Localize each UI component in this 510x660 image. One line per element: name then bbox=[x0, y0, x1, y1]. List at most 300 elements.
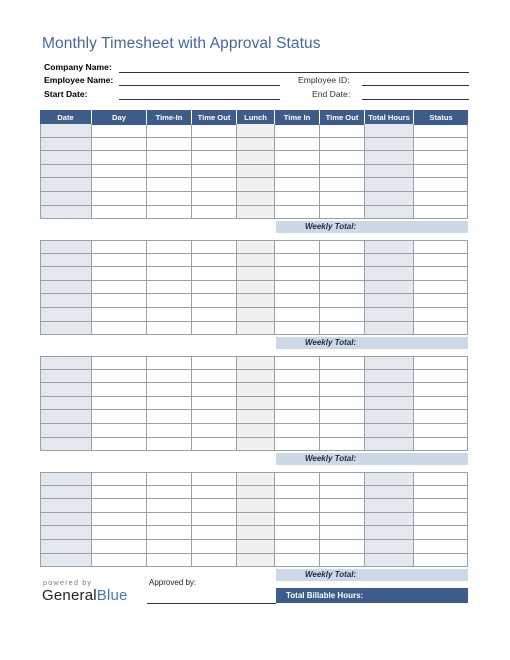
cell-time-out[interactable] bbox=[320, 397, 365, 411]
cell-total-hours[interactable] bbox=[365, 410, 414, 424]
cell-time-in[interactable] bbox=[147, 192, 192, 206]
cell-date[interactable] bbox=[40, 499, 92, 513]
cell-total-hours[interactable] bbox=[365, 438, 414, 452]
cell-time-out[interactable] bbox=[192, 254, 237, 268]
cell-time-out[interactable] bbox=[192, 240, 237, 254]
cell-time-out[interactable] bbox=[192, 397, 237, 411]
weekly-total: Weekly Total: bbox=[276, 221, 468, 233]
cell-total-hours[interactable] bbox=[365, 138, 414, 152]
cell-time-in[interactable] bbox=[147, 499, 192, 513]
cell-time-in[interactable] bbox=[275, 206, 320, 220]
cell-time-in[interactable] bbox=[147, 383, 192, 397]
cell-day[interactable] bbox=[92, 526, 147, 540]
cell-status[interactable] bbox=[414, 138, 468, 152]
cell-time-out[interactable] bbox=[320, 554, 365, 568]
cell-time-in[interactable] bbox=[147, 526, 192, 540]
cell-status[interactable] bbox=[414, 294, 468, 308]
cell-date[interactable] bbox=[40, 410, 92, 424]
cell-date[interactable] bbox=[40, 526, 92, 540]
cell-total-hours[interactable] bbox=[365, 308, 414, 322]
cell-time-out[interactable] bbox=[320, 240, 365, 254]
cell-time-out[interactable] bbox=[192, 206, 237, 220]
column-header-time-out: Time Out bbox=[192, 110, 237, 125]
table-row bbox=[40, 254, 468, 268]
table-row bbox=[40, 206, 468, 220]
cell-time-out[interactable] bbox=[192, 499, 237, 513]
cell-time-in[interactable] bbox=[275, 472, 320, 486]
cell-date[interactable] bbox=[40, 281, 92, 295]
cell-time-in[interactable] bbox=[147, 424, 192, 438]
cell-lunch[interactable] bbox=[237, 192, 275, 206]
cell-lunch[interactable] bbox=[237, 410, 275, 424]
cell-total-hours[interactable] bbox=[365, 254, 414, 268]
cell-time-in[interactable] bbox=[147, 138, 192, 152]
table-header bbox=[40, 110, 468, 125]
cell-time-out[interactable] bbox=[320, 138, 365, 152]
cell-total-hours[interactable] bbox=[365, 486, 414, 500]
brand-blue: Blue bbox=[96, 587, 128, 604]
cell-time-out[interactable] bbox=[320, 267, 365, 281]
cell-date[interactable] bbox=[40, 165, 92, 179]
column-header-total-hours: Total Hours bbox=[365, 110, 414, 125]
cell-status[interactable] bbox=[414, 486, 468, 500]
cell-lunch[interactable] bbox=[237, 165, 275, 179]
cell-time-out[interactable] bbox=[320, 124, 365, 138]
cell-lunch[interactable] bbox=[237, 254, 275, 268]
cell-day[interactable] bbox=[92, 383, 147, 397]
cell-time-out[interactable] bbox=[192, 486, 237, 500]
cell-time-in[interactable] bbox=[275, 438, 320, 452]
end-date-label: End Date: bbox=[312, 89, 351, 99]
cell-time-out[interactable] bbox=[192, 554, 237, 568]
end-date-line[interactable] bbox=[362, 99, 469, 100]
cell-time-out[interactable] bbox=[192, 540, 237, 554]
table-row bbox=[40, 397, 468, 411]
cell-day[interactable] bbox=[92, 472, 147, 486]
cell-status[interactable] bbox=[414, 397, 468, 411]
cell-time-in[interactable] bbox=[147, 486, 192, 500]
cell-time-out[interactable] bbox=[192, 322, 237, 336]
cell-time-out[interactable] bbox=[320, 486, 365, 500]
cell-lunch[interactable] bbox=[237, 486, 275, 500]
cell-time-in[interactable] bbox=[147, 370, 192, 384]
cell-time-out[interactable] bbox=[192, 424, 237, 438]
cell-time-in[interactable] bbox=[147, 165, 192, 179]
cell-time-out[interactable] bbox=[320, 178, 365, 192]
cell-date[interactable] bbox=[40, 192, 92, 206]
cell-time-in[interactable] bbox=[147, 472, 192, 486]
cell-day[interactable] bbox=[92, 267, 147, 281]
cell-time-out[interactable] bbox=[192, 308, 237, 322]
cell-time-out[interactable] bbox=[320, 410, 365, 424]
cell-time-out[interactable] bbox=[192, 138, 237, 152]
cell-date[interactable] bbox=[40, 151, 92, 165]
table-row bbox=[40, 383, 468, 397]
cell-lunch[interactable] bbox=[237, 267, 275, 281]
cell-time-in[interactable] bbox=[147, 294, 192, 308]
cell-time-in[interactable] bbox=[275, 178, 320, 192]
table-row bbox=[40, 151, 468, 165]
cell-day[interactable] bbox=[92, 151, 147, 165]
cell-day[interactable] bbox=[92, 240, 147, 254]
cell-day[interactable] bbox=[92, 356, 147, 370]
cell-status[interactable] bbox=[414, 472, 468, 486]
cell-date[interactable] bbox=[40, 472, 92, 486]
cell-day[interactable] bbox=[92, 178, 147, 192]
cell-time-in[interactable] bbox=[275, 486, 320, 500]
table-row bbox=[40, 513, 468, 527]
employee-name-label: Employee Name: bbox=[44, 75, 114, 85]
cell-time-out[interactable] bbox=[192, 267, 237, 281]
cell-lunch[interactable] bbox=[237, 281, 275, 295]
cell-time-in[interactable] bbox=[275, 267, 320, 281]
cell-status[interactable] bbox=[414, 322, 468, 336]
table-row bbox=[40, 438, 468, 452]
column-header-time-in: Time In bbox=[275, 110, 320, 125]
start-date-line[interactable] bbox=[119, 99, 280, 100]
cell-time-out[interactable] bbox=[320, 281, 365, 295]
cell-date[interactable] bbox=[40, 486, 92, 500]
cell-time-out[interactable] bbox=[320, 438, 365, 452]
cell-date[interactable] bbox=[40, 322, 92, 336]
cell-total-hours[interactable] bbox=[365, 165, 414, 179]
cell-time-out[interactable] bbox=[192, 472, 237, 486]
cell-total-hours[interactable] bbox=[365, 526, 414, 540]
cell-date[interactable] bbox=[40, 254, 92, 268]
cell-date[interactable] bbox=[40, 540, 92, 554]
cell-total-hours[interactable] bbox=[365, 370, 414, 384]
cell-status[interactable] bbox=[414, 356, 468, 370]
cell-time-in[interactable] bbox=[275, 499, 320, 513]
weekly-total: Weekly Total: bbox=[276, 453, 468, 465]
cell-day[interactable] bbox=[92, 397, 147, 411]
table-row bbox=[40, 308, 468, 322]
week-block bbox=[40, 472, 468, 567]
cell-date[interactable] bbox=[40, 383, 92, 397]
cell-status[interactable] bbox=[414, 424, 468, 438]
cell-time-in[interactable] bbox=[275, 308, 320, 322]
cell-time-in[interactable] bbox=[147, 513, 192, 527]
cell-time-out[interactable] bbox=[192, 438, 237, 452]
cell-time-out[interactable] bbox=[320, 294, 365, 308]
cell-time-in[interactable] bbox=[275, 513, 320, 527]
cell-time-in[interactable] bbox=[275, 322, 320, 336]
table-row bbox=[40, 540, 468, 554]
table-row bbox=[40, 267, 468, 281]
cell-date[interactable] bbox=[40, 267, 92, 281]
cell-time-out[interactable] bbox=[320, 151, 365, 165]
cell-time-out[interactable] bbox=[320, 540, 365, 554]
cell-status[interactable] bbox=[414, 526, 468, 540]
weekly-total: Weekly Total: bbox=[276, 337, 468, 349]
cell-time-out[interactable] bbox=[320, 424, 365, 438]
cell-date[interactable] bbox=[40, 206, 92, 220]
employee-id-line[interactable] bbox=[362, 85, 469, 86]
week-block bbox=[40, 240, 468, 335]
column-header-lunch: Lunch bbox=[237, 110, 275, 125]
cell-time-out[interactable] bbox=[192, 165, 237, 179]
cell-time-in[interactable] bbox=[147, 322, 192, 336]
cell-time-in[interactable] bbox=[147, 554, 192, 568]
cell-time-out[interactable] bbox=[320, 254, 365, 268]
cell-status[interactable] bbox=[414, 370, 468, 384]
week-block bbox=[40, 356, 468, 451]
cell-time-out[interactable] bbox=[192, 410, 237, 424]
cell-time-in[interactable] bbox=[147, 178, 192, 192]
cell-time-out[interactable] bbox=[192, 370, 237, 384]
cell-lunch[interactable] bbox=[237, 554, 275, 568]
cell-time-out[interactable] bbox=[192, 124, 237, 138]
cell-total-hours[interactable] bbox=[365, 424, 414, 438]
cell-time-in[interactable] bbox=[275, 356, 320, 370]
cell-lunch[interactable] bbox=[237, 397, 275, 411]
cell-status[interactable] bbox=[414, 554, 468, 568]
cell-lunch[interactable] bbox=[237, 526, 275, 540]
cell-time-out[interactable] bbox=[192, 192, 237, 206]
table-row bbox=[40, 370, 468, 384]
cell-time-in[interactable] bbox=[147, 410, 192, 424]
cell-time-out[interactable] bbox=[320, 472, 365, 486]
cell-time-in[interactable] bbox=[275, 192, 320, 206]
cell-status[interactable] bbox=[414, 383, 468, 397]
table-row bbox=[40, 472, 468, 486]
cell-status[interactable] bbox=[414, 165, 468, 179]
column-header-status: Status bbox=[429, 113, 453, 122]
table-row bbox=[40, 281, 468, 295]
cell-date[interactable] bbox=[40, 308, 92, 322]
cell-date[interactable] bbox=[40, 124, 92, 138]
cell-time-in[interactable] bbox=[275, 240, 320, 254]
cell-day[interactable] bbox=[92, 124, 147, 138]
cell-date[interactable] bbox=[40, 294, 92, 308]
cell-lunch[interactable] bbox=[237, 472, 275, 486]
table-row bbox=[40, 138, 468, 152]
cell-day[interactable] bbox=[92, 499, 147, 513]
cell-time-in[interactable] bbox=[275, 254, 320, 268]
table-row bbox=[40, 410, 468, 424]
approved-by-line[interactable] bbox=[147, 603, 276, 604]
cell-day[interactable] bbox=[92, 254, 147, 268]
cell-time-in[interactable] bbox=[275, 397, 320, 411]
cell-time-in[interactable] bbox=[275, 540, 320, 554]
cell-date[interactable] bbox=[40, 370, 92, 384]
cell-lunch[interactable] bbox=[237, 383, 275, 397]
cell-time-out[interactable] bbox=[192, 178, 237, 192]
table-row bbox=[40, 165, 468, 179]
cell-time-out[interactable] bbox=[320, 308, 365, 322]
cell-status[interactable] bbox=[414, 281, 468, 295]
cell-time-in[interactable] bbox=[147, 254, 192, 268]
cell-time-in[interactable] bbox=[147, 267, 192, 281]
cell-time-in[interactable] bbox=[275, 281, 320, 295]
cell-time-in[interactable] bbox=[147, 124, 192, 138]
cell-day[interactable] bbox=[92, 308, 147, 322]
cell-time-in[interactable] bbox=[275, 138, 320, 152]
cell-total-hours[interactable] bbox=[365, 472, 414, 486]
cell-status[interactable] bbox=[414, 540, 468, 554]
cell-time-in[interactable] bbox=[275, 526, 320, 540]
cell-lunch[interactable] bbox=[237, 438, 275, 452]
cell-total-hours[interactable] bbox=[365, 240, 414, 254]
company-name-line[interactable] bbox=[119, 72, 469, 73]
table-row bbox=[40, 526, 468, 540]
cell-time-in[interactable] bbox=[275, 124, 320, 138]
cell-date[interactable] bbox=[40, 424, 92, 438]
cell-lunch[interactable] bbox=[237, 499, 275, 513]
cell-time-in[interactable] bbox=[275, 424, 320, 438]
cell-date[interactable] bbox=[40, 356, 92, 370]
weekly-total: Weekly Total: bbox=[276, 569, 468, 581]
cell-time-out[interactable] bbox=[320, 356, 365, 370]
cell-status[interactable] bbox=[414, 438, 468, 452]
cell-lunch[interactable] bbox=[237, 151, 275, 165]
cell-time-out[interactable] bbox=[320, 192, 365, 206]
cell-date[interactable] bbox=[40, 138, 92, 152]
cell-date[interactable] bbox=[40, 397, 92, 411]
cell-time-out[interactable] bbox=[192, 356, 237, 370]
total-billable-hours: Total Billable Hours: bbox=[276, 588, 468, 603]
cell-date[interactable] bbox=[40, 554, 92, 568]
cell-day[interactable] bbox=[92, 294, 147, 308]
cell-total-hours[interactable] bbox=[365, 397, 414, 411]
cell-time-out[interactable] bbox=[320, 513, 365, 527]
cell-total-hours[interactable] bbox=[365, 554, 414, 568]
cell-date[interactable] bbox=[40, 240, 92, 254]
brand-logo bbox=[42, 587, 128, 604]
cell-time-in[interactable] bbox=[275, 383, 320, 397]
cell-lunch[interactable] bbox=[237, 513, 275, 527]
cell-total-hours[interactable] bbox=[365, 513, 414, 527]
cell-day[interactable] bbox=[92, 370, 147, 384]
cell-time-out[interactable] bbox=[192, 526, 237, 540]
cell-total-hours[interactable] bbox=[365, 206, 414, 220]
cell-day[interactable] bbox=[92, 322, 147, 336]
page-title: Monthly Timesheet with Approval Status bbox=[42, 35, 321, 52]
cell-time-in[interactable] bbox=[147, 540, 192, 554]
cell-time-in[interactable] bbox=[275, 370, 320, 384]
cell-time-out[interactable] bbox=[192, 383, 237, 397]
cell-lunch[interactable] bbox=[237, 424, 275, 438]
cell-lunch[interactable] bbox=[237, 370, 275, 384]
cell-lunch[interactable] bbox=[237, 308, 275, 322]
cell-day[interactable] bbox=[92, 540, 147, 554]
employee-name-line[interactable] bbox=[119, 85, 280, 86]
cell-time-out[interactable] bbox=[320, 165, 365, 179]
cell-day[interactable] bbox=[92, 165, 147, 179]
cell-total-hours[interactable] bbox=[365, 267, 414, 281]
cell-lunch[interactable] bbox=[237, 240, 275, 254]
cell-time-in[interactable] bbox=[275, 151, 320, 165]
cell-time-in[interactable] bbox=[147, 356, 192, 370]
cell-total-hours[interactable] bbox=[365, 294, 414, 308]
cell-time-in[interactable] bbox=[275, 554, 320, 568]
table-row bbox=[40, 356, 468, 370]
cell-date[interactable] bbox=[40, 438, 92, 452]
cell-time-out[interactable] bbox=[192, 151, 237, 165]
employee-id-label: Employee ID: bbox=[298, 75, 350, 85]
cell-time-out[interactable] bbox=[320, 383, 365, 397]
cell-time-in[interactable] bbox=[275, 294, 320, 308]
cell-time-in[interactable] bbox=[147, 206, 192, 220]
cell-status[interactable] bbox=[414, 178, 468, 192]
cell-status[interactable] bbox=[414, 124, 468, 138]
cell-time-in[interactable] bbox=[275, 165, 320, 179]
column-header-time-in: Time-In bbox=[147, 110, 192, 125]
cell-time-in[interactable] bbox=[147, 397, 192, 411]
cell-lunch[interactable] bbox=[237, 138, 275, 152]
cell-total-hours[interactable] bbox=[365, 383, 414, 397]
cell-time-out[interactable] bbox=[192, 294, 237, 308]
cell-lunch[interactable] bbox=[237, 124, 275, 138]
cell-status[interactable] bbox=[414, 192, 468, 206]
cell-lunch[interactable] bbox=[237, 178, 275, 192]
cell-total-hours[interactable] bbox=[365, 499, 414, 513]
cell-time-out[interactable] bbox=[320, 370, 365, 384]
cell-day[interactable] bbox=[92, 424, 147, 438]
cell-time-in[interactable] bbox=[147, 240, 192, 254]
cell-time-out[interactable] bbox=[320, 526, 365, 540]
cell-date[interactable] bbox=[40, 178, 92, 192]
cell-total-hours[interactable] bbox=[365, 124, 414, 138]
cell-status[interactable] bbox=[414, 267, 468, 281]
start-date-label: Start Date: bbox=[44, 89, 88, 99]
table-row bbox=[40, 554, 468, 568]
cell-time-in[interactable] bbox=[275, 410, 320, 424]
cell-status[interactable] bbox=[414, 254, 468, 268]
cell-date[interactable] bbox=[40, 513, 92, 527]
cell-time-in[interactable] bbox=[147, 438, 192, 452]
cell-status[interactable] bbox=[414, 410, 468, 424]
cell-day[interactable] bbox=[92, 486, 147, 500]
cell-time-in[interactable] bbox=[147, 151, 192, 165]
cell-day[interactable] bbox=[92, 410, 147, 424]
cell-status[interactable] bbox=[414, 499, 468, 513]
cell-day[interactable] bbox=[92, 192, 147, 206]
cell-time-out[interactable] bbox=[320, 206, 365, 220]
cell-total-hours[interactable] bbox=[365, 281, 414, 295]
cell-time-out[interactable] bbox=[192, 281, 237, 295]
cell-status[interactable] bbox=[414, 240, 468, 254]
cell-time-out[interactable] bbox=[192, 513, 237, 527]
cell-time-in[interactable] bbox=[147, 281, 192, 295]
cell-total-hours[interactable] bbox=[365, 540, 414, 554]
cell-total-hours[interactable] bbox=[365, 178, 414, 192]
cell-lunch[interactable] bbox=[237, 206, 275, 220]
cell-lunch[interactable] bbox=[237, 356, 275, 370]
cell-day[interactable] bbox=[92, 206, 147, 220]
cell-lunch[interactable] bbox=[237, 294, 275, 308]
cell-total-hours[interactable] bbox=[365, 151, 414, 165]
table-row bbox=[40, 322, 468, 336]
cell-time-out[interactable] bbox=[320, 499, 365, 513]
cell-time-in[interactable] bbox=[147, 308, 192, 322]
cell-lunch[interactable] bbox=[237, 322, 275, 336]
cell-status[interactable] bbox=[414, 308, 468, 322]
cell-lunch[interactable] bbox=[237, 540, 275, 554]
cell-total-hours[interactable] bbox=[365, 356, 414, 370]
cell-status[interactable] bbox=[414, 206, 468, 220]
cell-status[interactable] bbox=[414, 151, 468, 165]
cell-day[interactable] bbox=[92, 438, 147, 452]
cell-status[interactable] bbox=[414, 513, 468, 527]
cell-time-out[interactable] bbox=[320, 322, 365, 336]
cell-day[interactable] bbox=[92, 554, 147, 568]
cell-total-hours[interactable] bbox=[365, 322, 414, 336]
cell-day[interactable] bbox=[92, 281, 147, 295]
cell-total-hours[interactable] bbox=[365, 192, 414, 206]
cell-day[interactable] bbox=[92, 138, 147, 152]
cell-day[interactable] bbox=[92, 513, 147, 527]
